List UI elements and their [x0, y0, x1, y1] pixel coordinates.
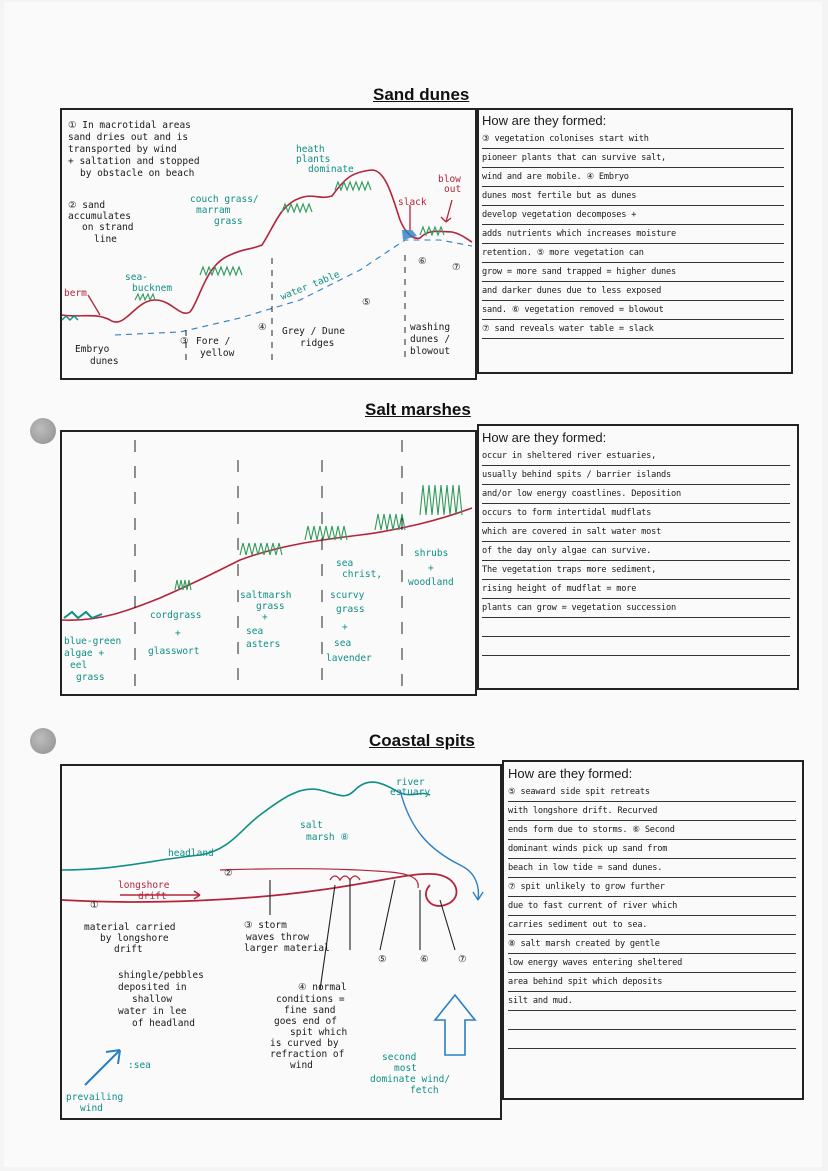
label-embryo: Embryo — [75, 344, 110, 355]
label-heath: heath — [296, 144, 325, 155]
label-one: drift — [114, 944, 143, 955]
label-couch: couch grass/ — [190, 194, 259, 205]
label-four: ④ normal — [298, 982, 347, 993]
note-line: ③ vegetation colonises start with — [482, 130, 784, 149]
note-line: dunes most fertile but as dunes — [482, 187, 784, 206]
label-second: dominate wind/ — [370, 1074, 451, 1085]
note-line: retention. ⑤ more vegetation can — [482, 244, 784, 263]
label-second: most — [394, 1063, 417, 1074]
label-saltmarsh: marsh ⑧ — [306, 832, 349, 843]
label-sea-christ: + — [342, 622, 348, 633]
label-slack: slack — [398, 197, 427, 208]
label-one: by obstacle on beach — [80, 168, 195, 179]
label-couch: marram — [196, 205, 231, 216]
label-river: estuary — [390, 787, 431, 798]
note-line: grow = more sand trapped = higher dunes — [482, 263, 784, 282]
note-line: which are covered in salt water most — [482, 523, 790, 542]
note-line: sand. ⑥ vegetation removed = blowout — [482, 301, 784, 320]
label-sea: :sea — [128, 1060, 151, 1071]
label-cordgrass: cordgrass — [150, 610, 202, 621]
note-line: due to fast current of river which — [508, 897, 796, 916]
label-four: is curved by — [270, 1038, 339, 1049]
note-line: ⑧ salt marsh created by gentle — [508, 935, 796, 954]
note-line: occur in sheltered river estuaries, — [482, 447, 790, 466]
label-three: ③ storm — [244, 920, 287, 931]
label-sea-christ: scurvy — [330, 590, 365, 601]
label-shrubs: shrubs — [414, 548, 449, 559]
stage-number: ⑦ — [452, 262, 461, 273]
label-berm: berm — [64, 288, 87, 299]
label-saltmarsh: asters — [246, 639, 281, 650]
label-saltmarsh: salt — [300, 820, 323, 831]
label-three: larger material — [244, 943, 330, 954]
note-line: beach in low tide = sand dunes. — [508, 859, 796, 878]
coastal-spits-question: How are they formed: — [508, 766, 633, 781]
label-blowout: out — [444, 184, 462, 195]
note-line: ⑦ sand reveals water table = slack — [482, 320, 784, 339]
label-sea-bucknem: bucknem — [132, 283, 173, 294]
label-cordgrass: glasswort — [148, 646, 200, 657]
label-four: wind — [290, 1060, 313, 1071]
label-one: by longshore — [100, 933, 169, 944]
note-line: usually behind spits / barrier islands — [482, 466, 790, 485]
label-algae: algae + — [64, 648, 105, 659]
label-one: ① — [90, 900, 99, 911]
salt-marshes-question: How are they formed: — [482, 430, 607, 445]
label-prevailing: wind — [80, 1103, 103, 1114]
label-sea-christ: sea — [336, 558, 354, 569]
note-line: low energy waves entering sheltered — [508, 954, 796, 973]
stage-number: ③ — [180, 336, 189, 347]
stage-number: ⑥ — [418, 256, 427, 267]
label-two: on strand — [82, 222, 134, 233]
label-headland: headland — [168, 848, 214, 859]
label-blowout: blow — [438, 174, 461, 185]
label-river: river — [396, 777, 425, 788]
prevailing-wind-arrow — [85, 1050, 120, 1085]
label-second: fetch — [410, 1085, 439, 1096]
label-fore: yellow — [200, 348, 235, 359]
stage-number: ⑦ — [458, 954, 467, 965]
note-line: develop vegetation decomposes + — [482, 206, 784, 225]
note-line: silt and mud. — [508, 992, 796, 1011]
stage-number: ④ — [258, 322, 267, 333]
note-line: pioneer plants that can survive salt, — [482, 149, 784, 168]
label-algae: grass — [76, 672, 105, 683]
note-line: with longshore drift. Recurved — [508, 802, 796, 821]
label-couch: grass — [214, 216, 243, 227]
label-washing: dunes / — [410, 334, 451, 345]
sand-dunes-question: How are they formed: — [482, 113, 607, 128]
note-line: adds nutrients which increases moisture — [482, 225, 784, 244]
label-saltmarsh: sea — [246, 626, 264, 637]
label-algae: eel — [70, 660, 88, 671]
label-second: second — [382, 1052, 417, 1063]
label-one: material carried — [84, 922, 176, 933]
note-line: ⑦ spit unlikely to grow further — [508, 878, 796, 897]
label-sea-bucknem: sea- — [125, 272, 148, 283]
coastline — [62, 782, 430, 870]
salt-marshes-title: Salt marshes — [365, 400, 471, 419]
stage-number: ⑤ — [378, 954, 387, 965]
label-algae: blue-green — [64, 636, 122, 647]
note-line: ⑤ seaward side spit retreats — [508, 783, 796, 802]
note-line: and darker dunes due to less exposed — [482, 282, 784, 301]
label-shrubs: woodland — [408, 577, 454, 588]
label-two: ② sand — [68, 200, 106, 211]
label-embryo: dunes — [90, 356, 119, 367]
note-line: area behind spit which deposits — [508, 973, 796, 992]
note-line: and/or low energy coastlines. Deposition — [482, 485, 790, 504]
coastal-spits-title: Coastal spits — [369, 731, 475, 750]
label-saltmarsh: + — [262, 612, 268, 623]
label-four: fine sand — [284, 1005, 336, 1016]
label-washing: washing — [410, 322, 451, 333]
label-two: line — [94, 234, 117, 245]
label-shingle: of headland — [132, 1018, 195, 1029]
note-line: carries sediment out to sea. — [508, 916, 796, 935]
label-four: spit which — [290, 1027, 348, 1038]
label-one: transported by wind — [68, 144, 177, 155]
note-line: of the day only algae can survive. — [482, 542, 790, 561]
label-two: accumulates — [68, 211, 131, 222]
label-grey: ridges — [300, 338, 335, 349]
note-line: dominant winds pick up sand from — [508, 840, 796, 859]
label-heath: plants — [296, 154, 331, 165]
label-washing: blowout — [410, 346, 451, 357]
label-fore: Fore / — [196, 336, 231, 347]
label-prevailing: prevailing — [66, 1092, 124, 1103]
stage-number: ⑥ — [420, 954, 429, 965]
note-line: wind and are mobile. ④ Embryo — [482, 168, 784, 187]
label-shingle: shingle/pebbles — [118, 970, 204, 981]
marsh-squiggle — [330, 876, 360, 880]
label-shingle: deposited in — [118, 982, 187, 993]
label-saltmarsh: saltmarsh — [240, 590, 292, 601]
label-shingle: shallow — [132, 994, 173, 1005]
label-four: refraction of — [270, 1049, 345, 1060]
note-line: ends form due to storms. ⑥ Second — [508, 821, 796, 840]
stage-number: ⑤ — [362, 297, 371, 308]
second-wind-arrow — [435, 995, 475, 1055]
river — [400, 790, 478, 900]
label-shingle: water in lee — [118, 1006, 187, 1017]
note-line: rising height of mudflat = more — [482, 580, 790, 599]
label-sea-christ: grass — [336, 604, 365, 615]
note-line: The vegetation traps more sediment, — [482, 561, 790, 580]
label-longshore: longshore — [118, 880, 170, 891]
label-heath: dominate — [308, 164, 354, 175]
label-longshore: drift — [138, 891, 167, 902]
label-sea-christ: christ, — [342, 569, 383, 580]
label-four: goes end of — [274, 1016, 337, 1027]
label-one: ① In macrotidal areas — [68, 120, 191, 131]
label-cordgrass: + — [175, 628, 181, 639]
label-one: + saltation and stopped — [68, 156, 200, 167]
label-water-table: water table — [279, 269, 342, 303]
label-saltmarsh: grass — [256, 601, 285, 612]
label-four: conditions = — [276, 994, 345, 1005]
label-grey: Grey / Dune — [282, 326, 345, 337]
note-line: occurs to form intertidal mudflats — [482, 504, 790, 523]
note-line: plants can grow = vegetation succession — [482, 599, 790, 618]
label-one: sand dries out and is — [68, 132, 189, 143]
label-two: ② — [224, 868, 233, 879]
label-three: waves throw — [246, 932, 309, 943]
label-shrubs: + — [428, 563, 434, 574]
label-sea-christ: sea — [334, 638, 352, 649]
sand-dunes-title: Sand dunes — [373, 85, 470, 104]
label-sea-christ: lavender — [326, 653, 372, 664]
